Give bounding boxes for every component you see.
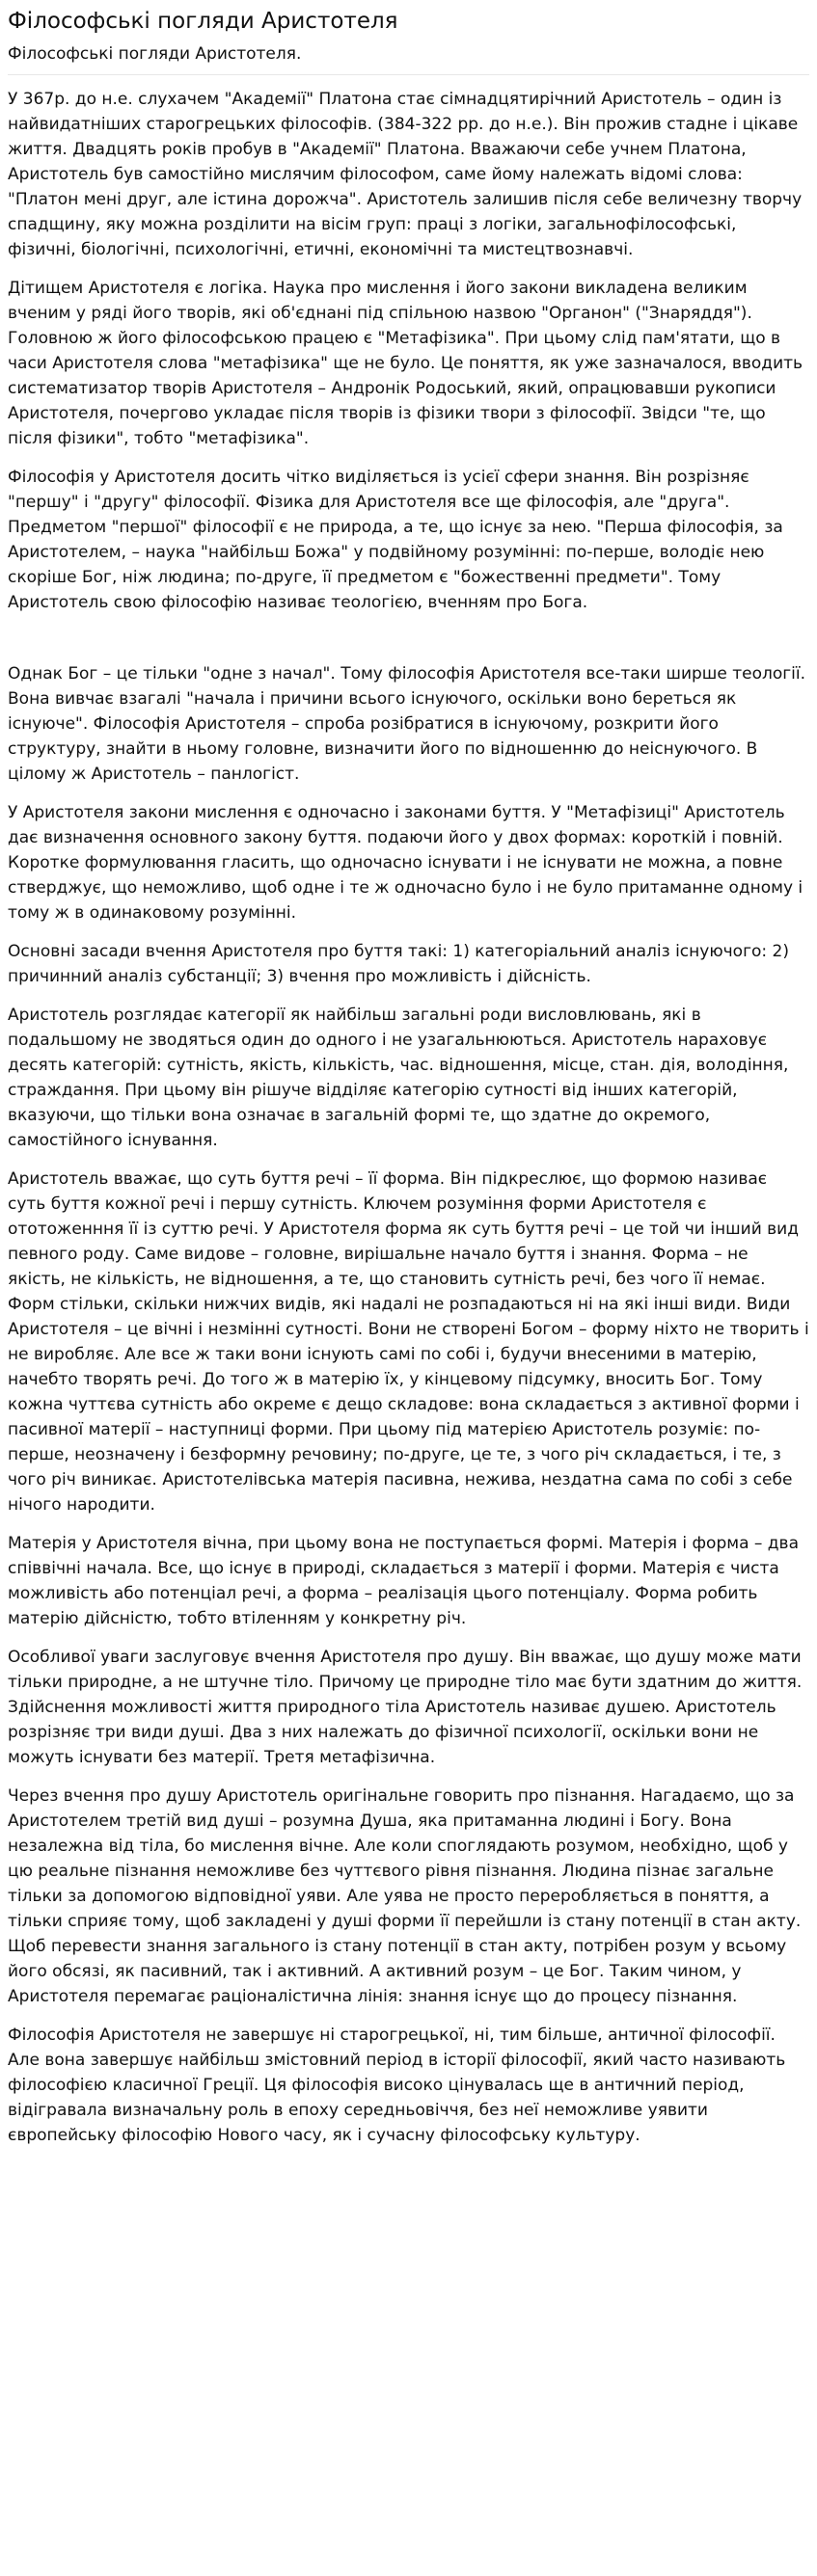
divider xyxy=(8,74,809,75)
paragraph-4: Однак Бог – це тільки "одне з начал". Тому філософія Аристотеля все-таки ширше теології. Вона вивчає взагалі "начала і причини всього існуючого, оскільки воно береться як існуюче". Філософія Аристотеля – спроба розібратися в існуючому, розкрити його структуру, знайти в ньому головне, визначити його по відношенню до неіснуючого. В цілому ж Аристотель – панлогіст. xyxy=(8,664,806,784)
paragraph-5: У Аристотеля закони мислення є одночасно і законами буття. У "Метафізиці" Аристотель дає визначення основного закону буття. подаючи його у двох формах: короткій і повній. Коротке формулювання гласить, що одночасно існувати і не існувати не можна, а повне стверджує, що неможливо, щоб одне і те ж одночасно було і не було притаманне одному і тому ж в одинаковому розумінні. xyxy=(8,803,803,923)
paragraph-8: Аристотель вважає, що суть буття речі – її форма. Він підкреслює, що формою називає суть буття кожної речі і першу сутність. Ключем розуміння форми Аристотеля є ототоженння її із суттю речі. У Аристотеля форма як суть буття речі – це той чи інший вид певного роду. Саме видове – головне, вирішальне начало буття і знання. Форма – не якість, не кількість, не відношення, а те, що становить сутність речі, без чого її немає. Форм стільки, скільки нижчих видів, які надалі не розпадаються ні на які інші види. Види Аристотеля – це вічні і незмінні сутності. Вони не створені Богом – форму ніхто не творить і не виробляє. Але все ж таки вони існують самі по собі і, будучи внесеними в матерію, начебто творять речі. До того ж в матерію їх, у кінцевому підсумку, вносить Бог. Тому кожна чуттєва сутність або окреме є дещо складове: вона складається з активної форми і пасивної матерії – наступниці форми. При цьому під матерією Аристотель розуміє: по-перше, неозначену і безформну речовину; по-друге, це те, з чого річ складається, і те, з чого річ виникає. Аристотелівська матерія пасивна, нежива, нездатна сама по собі з себе нічого народити. xyxy=(8,1169,809,1515)
paragraph-1: У 367р. до н.е. слухачем "Академії" Платона стає сімнадцятирічний Аристотель – один із найвидатніших старогрецьких філософів. (384-322 рр. до н.е.). Він прожив стадне і цікаве життя. Двадцять років пробув в "Академії" Платона. Вважаючи себе учнем Платона, Аристотель був самостійно мислячим філософом, саме йому належать відомі слова: "Платон мені друг, але істина дорожча". Аристотель залишив після себе величезну творчу спадщину, яку можна розділити на вісім груп: праці з логіки, загальнофілософські, фізичні, біологічні, психологічні, етичні, економічні та мистецтвознавчі. xyxy=(8,90,803,259)
paragraph-10: Особливої уваги заслуговує вчення Аристотеля про душу. Він вважає, що душу може мати тільки природне, а не штучне тіло. Причому це природне тіло має бути здатним до життя. Здійснення можливості життя природного тіла Аристотель називає душею. Аристотель розрізняє три види душі. Два з них належать до фізичної психології, оскільки вони не можуть існувати без матерії. Третя метафізична. xyxy=(8,1648,803,1767)
paragraph-6: Основні засади вчення Аристотеля про буття такі: 1) категоріальний аналіз існуючого: 2) причинний аналіз субстанції; 3) вчення про можливість і дійсність. xyxy=(8,942,789,986)
paragraph-11: Через вчення про душу Аристотель оригінальне говорить про пізнання. Нагадаємо, що за Аристотелем третій вид душі – розумна Душа, яка притаманна людині і Богу. Вона незалежна від тіла, бо мислення вічне. Але коли споглядають розумом, необхідно, щоб у цю реальне пізнання неможливе без чуттєвого рівня пізнання. Людина пізнає загальне тільки за допомогою відповідної уяви. Але уява не просто переробляється в поняття, а тільки сприяє тому, щоб закладені у душі форми її перейшли із стану потенції в стан акту. Щоб перевести знання загального із стану потенції в стан акту, потрібен розум у всьому його обсязі, як пасивний, так і активний. А активний розум – це Бог. Таким чином, у Аристотеля перемагає раціоналістична лінія: знання існує що до процесу пізнання. xyxy=(8,1786,802,2006)
paragraph-12: Філософія Аристотеля не завершує ні старогрецької, ні, тим більше, античної філософії. Але вона завершує найбільш змістовний період в історії філософії, який часто називають філософією класичної Греції. Ця філософія високо цінувалась ще в античний період, відігравала визначальну роль в епоху середньовіччя, без неї неможливе уявити європейську філософію Нового часу, як і сучасну філософську культуру. xyxy=(8,2026,786,2145)
article-subtitle: Філософські погляди Аристотеля. xyxy=(8,44,302,64)
paragraph-7: Аристотель розглядає категорії як найбільш загальні роди висловлювань, які в подальшому не зводяться один до одного і не узагальнюються. Аристотель нараховує десять категорій: сутність, якість, кількість, час. відношення, місце, стан. дія, володіння, страждання. При цьому він рішуче відділяє категорію сутності від інших категорій, вказуючи, що тільки вона означає в загальній формі те, що здатне до окремого, самостійного існування. xyxy=(8,1006,789,1150)
paragraph-2: Дітищем Аристотеля є логіка. Наука про мислення і його закони викладена великим вченим у ряді його творів, які об'єднані під спільною назвою "Органон" ("Знаряддя"). Головною ж його філософською працею є "Метафізика". При цьому слід пам'ятати, що в часи Аристотеля слова "метафізика" ще не було. Це поняття, як уже зазначалося, вводить систематизатор творів Аристотеля – Андронік Родоський, який, опрацювавши рукописи Аристотеля, почергово укладає після творів із фізики твори з філософії. Звідси "те, що після фізики", тобто "метафізика". xyxy=(8,279,803,448)
paragraph-9: Матерія у Аристотеля вічна, при цьому вона не поступається формі. Матерія і форма – два співвічні начала. Все, що існує в природі, складається з матерії і форми. Матерія є чиста можливість або потенціал речі, а форма – реалізація цього потенціалу. Форма робить матерію дійсністю, тобто втіленням у конкретну річ. xyxy=(8,1534,799,1628)
page-title: Філософські погляди Аристотеля xyxy=(8,9,398,34)
paragraph-3: Філософія у Аристотеля досить чітко виділяється із усієї сфери знання. Він розрізняє "першу" і "другу" філософії. Фізика для Аристотеля все ще філософія, але "друга". Предметом "першої" філософії є не природа, а те, що існує за нею. "Перша філософія, за Аристотелем, – наука "найбільш Божа" у подвійному розумінні: по-перше, володіє нею скоріше Бог, ніж людина; по-друге, її предметом є "божественні предмети". Тому Аристотель свою філософію називає теологією, вченням про Бога. xyxy=(8,468,783,612)
